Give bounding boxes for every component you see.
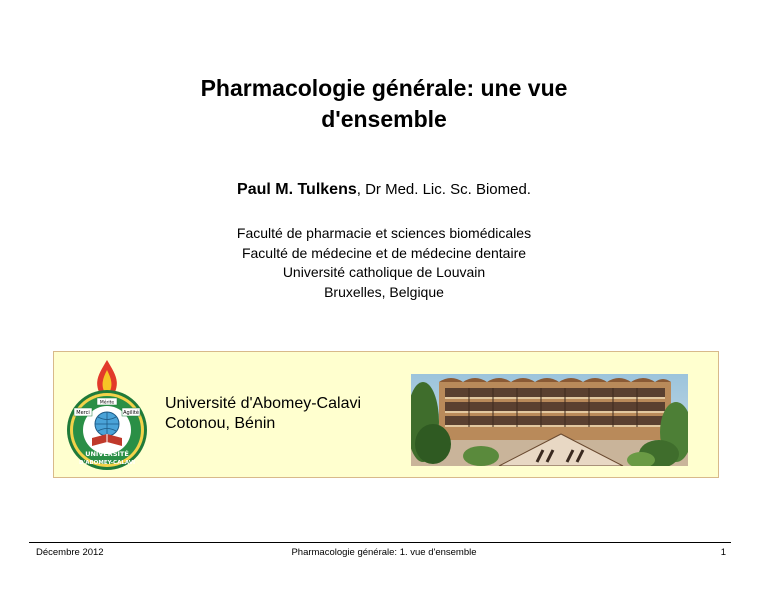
university-name: Université d'Abomey-Calavi: [165, 395, 362, 412]
university-text: [165, 394, 361, 434]
university-building-photo: [411, 374, 688, 466]
slide-title-line-2: d'ensemble: [321, 106, 447, 132]
seal-word-merci: Merci: [76, 410, 90, 416]
affiliation-line: Bruxelles, Belgique: [324, 283, 444, 300]
seal-word-abomey-calavi: D'ABOMEY-CALAVI: [78, 460, 136, 466]
footer-page-number: 1: [720, 547, 726, 558]
affiliation-line: Faculté de médecine et de médecine dentaire: [241, 244, 527, 261]
slide-title: [120, 73, 648, 135]
seal-word-merite: Mérite: [99, 400, 115, 406]
author-name: Paul M. Tulkens: [237, 181, 357, 198]
footer-date: Décembre 2012: [36, 547, 104, 558]
author-credentials: , Dr Med. Lic. Sc. Biomed.: [356, 181, 531, 198]
seal-word-universite: UNIVERSITÉ: [85, 450, 129, 458]
affiliation-line: Faculté de pharmacie et sciences biomédicales: [236, 225, 532, 241]
author-line: [0, 181, 768, 199]
university-seal-logo: [62, 356, 152, 474]
university-banner: [53, 351, 719, 478]
university-city: Cotonou, Bénin: [165, 415, 276, 432]
footer-divider: [29, 542, 731, 543]
seal-word-agilite: Agilité: [123, 410, 139, 416]
slide-title-line-1: Pharmacologie générale: une vue: [200, 75, 568, 101]
footer-title: Pharmacologie générale: 1. vue d'ensemble: [291, 547, 477, 558]
affiliations: [0, 224, 768, 302]
affiliation-line: Université catholique de Louvain: [282, 264, 486, 280]
